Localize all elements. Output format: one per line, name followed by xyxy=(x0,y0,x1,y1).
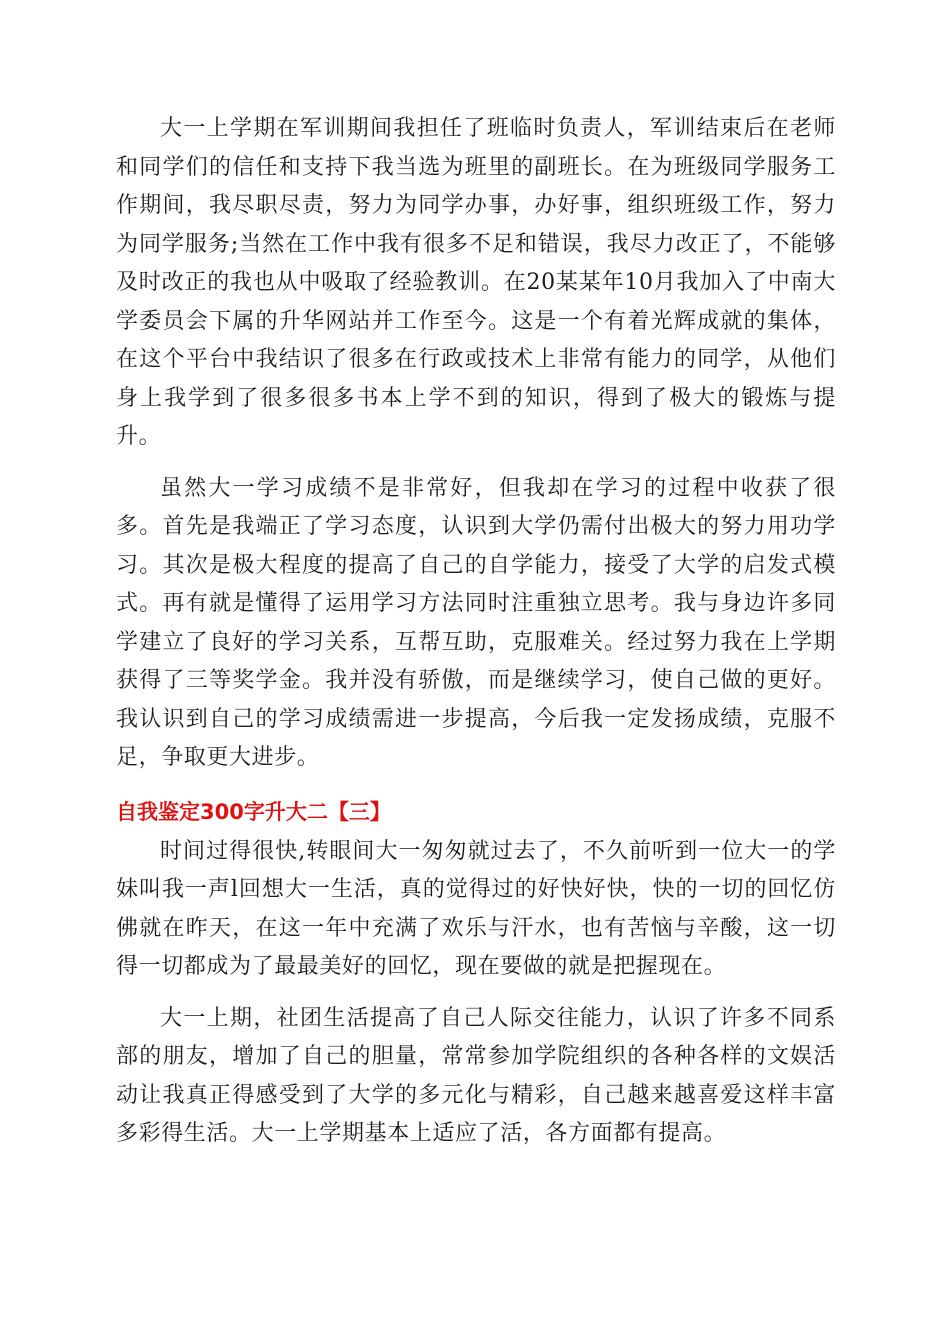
section-heading: 自我鉴定300字升大二【三】 xyxy=(116,799,391,824)
paragraph-study-results: 虽然大一学习成绩不是非常好，但我却在学习的过程中收获了很多。首先是我端正了学习态度，认识到大学仍需付出极大的努力用功学习。其次是极大程度的提高了自己的自学能力，接受了大学的启发式模式。再有就是懂得了运用学习方法同时注重独立思考。我与身边许多同学建立了良好的学习关系，互帮互助，克服难关。经过努力我在上学期获得了三等奖学金。我并没有骄傲，而是继续学习，使自己做的更好。我认识到自己的学习成绩需进一步提高，今后我一定发扬成绩，克服不足，争取更大进步。 xyxy=(116,475,836,770)
document-page xyxy=(116,110,836,1167)
paragraph-club-life: 大一上期，社团生活提高了自己人际交往能力，认识了许多不同系部的朋友，增加了自己的胆量，常常参加学院组织的各种各样的文娱活动让我真正得感受到了大学的多元化与精彩，自己越来越喜爱这样丰富多彩得生活。大一上学期基本上适应了活，各方面都有提高。 xyxy=(116,1005,836,1146)
paragraph-class-leader: 大一上学期在军训期间我担任了班临时负责人，军训结束后在老师和同学们的信任和支持下我当选为班里的副班长。在为班级同学服务工作期间，我尽职尽责，努力为同学办事，办好事，组织班级工作，努力为同学服务;当然在工作中我有很多不足和错误，我尽力改正了，不能够及时改正的我也从中吸取了经验教训。在20某某年10月我加入了中南大学委员会下属的升华网站并工作至今。这是一个有着光辉成就的集体，在这个平台中我结识了很多在行政或技术上非常有能力的同学，从他们身上我学到了很多很多书本上学不到的知识，得到了极大的锻炼与提升。 xyxy=(116,116,836,449)
paragraph-time-flies: 时间过得很快,转眼间大一匆匆就过去了，不久前听到一位大一的学妹叫我一声l回想大一生活，真的觉得过的好快好快，快的一切的回忆仿佛就在昨天，在这一年中充满了欢乐与汗水，也有苦恼与辛酸，这一切得一切都成为了最最美好的回忆，现在要做的就是把握现在。 xyxy=(116,838,836,979)
